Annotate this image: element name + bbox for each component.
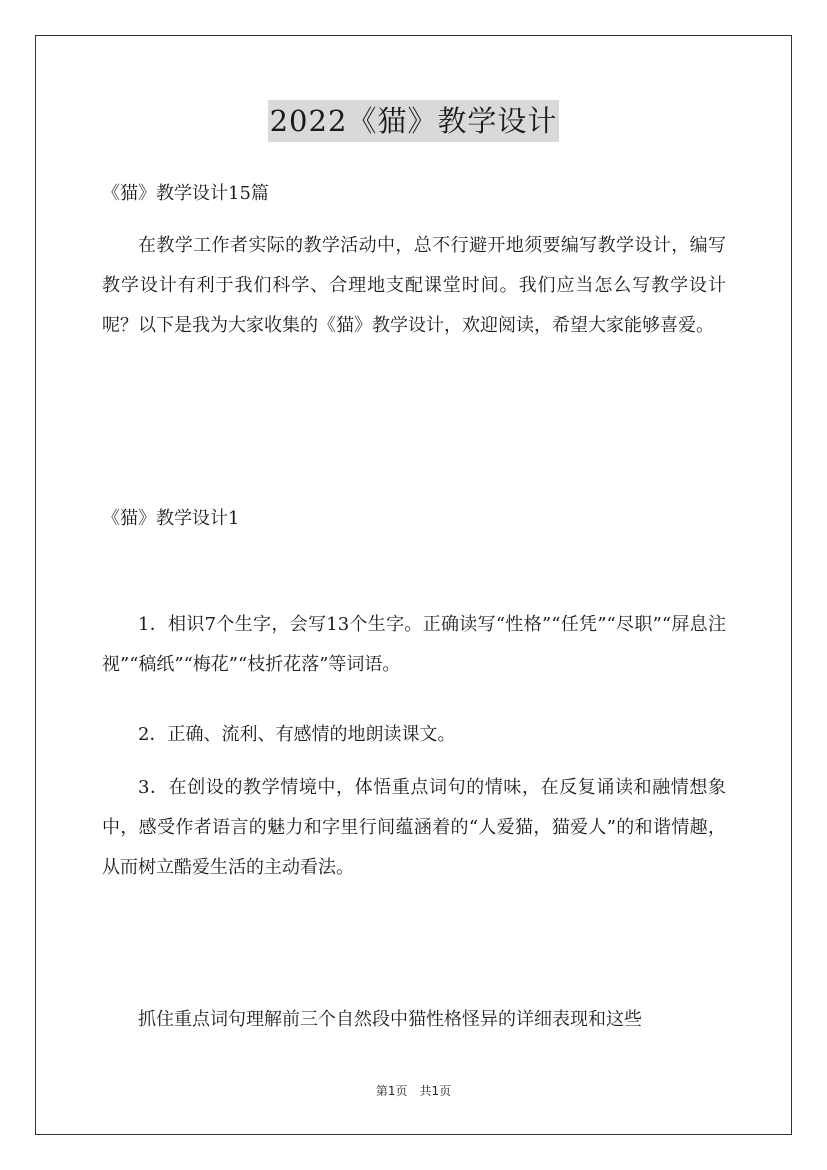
objective-item-2 [102,715,726,755]
page-total: 共1页 [419,1084,452,1098]
document-title: 2022《猫》教学设计 [268,100,560,142]
page-number: 第1页 [375,1084,408,1098]
objective-text: 3．在创设的教学情境中，体悟重点词句的情味，在反复诵读和融情想象中，感受作者语言的魅力和字里行间蕴涵着的“人爱猫，猫爱人”的和谐情趣，从而树立酷爱生活的主动看法。 [102,777,726,878]
objective-item-3 [102,768,726,888]
objective-item-1 [102,605,726,685]
page-footer [0,1082,827,1099]
objective-text: 1．相识7个生字，会写13个生字。正确读写“性格”“任凭”“尽职”“屏息注视”“稿纸”“梅花”“枝折花落”等词语。 [102,614,726,675]
intro-block [102,226,726,346]
title-container [0,100,827,142]
objective-text: 2．正确、流利、有感情的地朗读课文。 [138,724,456,745]
section-heading: 《猫》教学设计1 [102,508,240,529]
document-subtitle: 《猫》教学设计15篇 [102,183,269,204]
last-paragraph: 抓住重点词句理解前三个自然段中猫性格怪异的详细表现和这些 [138,1009,642,1030]
last-paragraph-block [102,1000,726,1040]
intro-paragraph: 在教学工作者实际的教学活动中，总不行避开地须要编写教学设计，编写教学设计有利于我们科学、合理地支配课堂时间。我们应当怎么写教学设计呢？以下是我为大家收集的《猫》教学设计，欢迎阅读，希望大家能够喜爱。 [102,235,726,336]
